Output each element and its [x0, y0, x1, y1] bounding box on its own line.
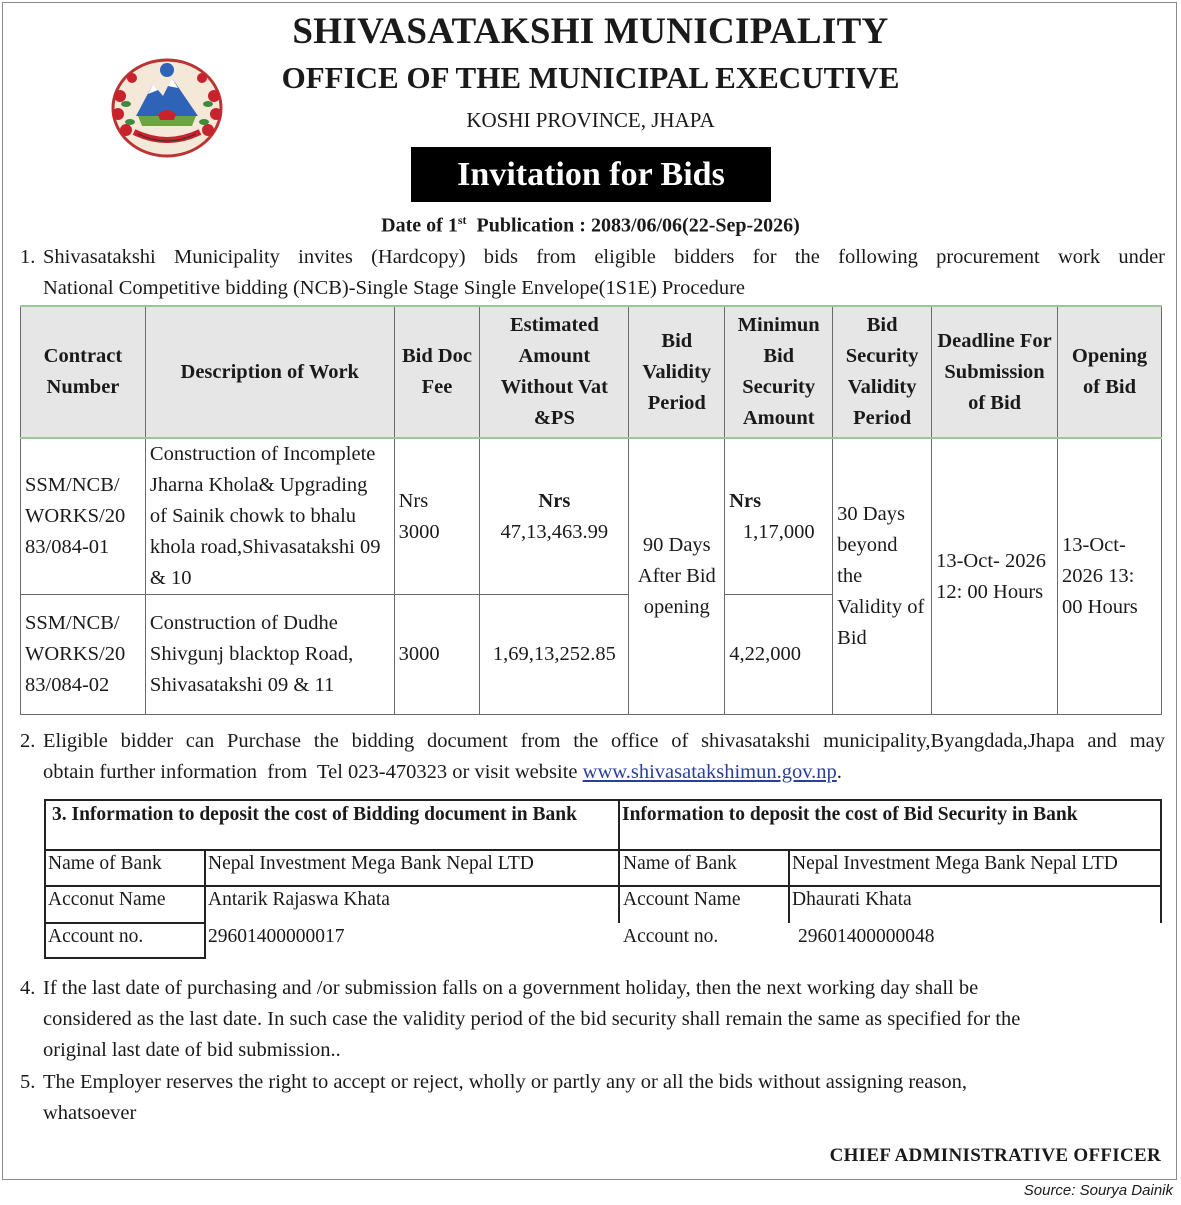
location-line: KOSHI PROVINCE, JHAPA [466, 108, 715, 132]
paragraph-4: 4. If the last date of purchasing and /or submission falls on a government holiday, then the next working day shall be considered as the last date. In such case the validity period of the bid security shall remain the same as specified for the original last date of bid submission.. [20, 977, 1021, 1061]
header-min-bid-security: Minimun Bid Security Amount [725, 306, 833, 438]
bid-doc-fee-cell: Nrs 3000 [394, 438, 480, 595]
description-cell: Construction of Incomplete Jharna Khola& Upgrading of Sainik chowk to bhalu khola road,Shivasatakshi 09 & 10 [145, 438, 394, 595]
left-bank-label: Name of Bank [48, 853, 162, 874]
header-bid-doc-fee: Bid Doc Fee [394, 306, 480, 438]
source-credit: Source: Sourya Dainik [1023, 1182, 1173, 1199]
deadline-cell: 13-Oct- 2026 12: 00 Hours [932, 438, 1058, 715]
office-title: OFFICE OF THE MUNICIPAL EXECUTIVE [281, 60, 900, 95]
bid-security-cell: 4,22,000 [725, 595, 833, 715]
bid-doc-fee-cell: 3000 [394, 595, 480, 715]
header-security-validity: Bid Security Validity Period [833, 306, 932, 438]
right-account-label: Account no. [623, 926, 719, 947]
table-header-row [21, 306, 1162, 438]
paragraph-1: 1. Shivasatakshi Municipality invites (Hardcopy) bids from eligible bidders for the following procurement work under National Competitive bidding (NCB)-Single Stage Single Envelope(1S1E) Procedure [20, 246, 1165, 299]
header-opening: Opening of Bid [1058, 306, 1162, 438]
header-deadline: Deadline For Submission of Bid [932, 306, 1058, 438]
signature-title: CHIEF ADMINISTRATIVE OFFICER [829, 1145, 1161, 1166]
bid-table [20, 305, 1162, 715]
bank-right-title: Information to deposit the cost of Bid Security in Bank [622, 804, 1078, 825]
estimated-amount-cell: Nrs 47,13,463.99 [480, 438, 629, 595]
paragraph-2: 2. Eligible bidder can Purchase the bidding document from the office of shivasatakshi municipality,Byangdada,Jhapa and may obtain further information from Tel 023-470323 or visit website www.shivasatakshimun.gov.np. [20, 730, 1165, 783]
header-estimated-amount: Estimated Amount Without Vat &PS [480, 306, 629, 438]
left-account-value: 29601400000017 [208, 926, 345, 947]
contract-number-cell: SSM/NCB/ WORKS/20 83/084-01 [21, 438, 146, 595]
left-name-label: Acconut Name [48, 889, 166, 910]
table-row [21, 438, 1162, 595]
right-name-label: Account Name [623, 889, 741, 910]
security-validity-cell: 30 Days beyond the Validity of Bid [833, 438, 932, 715]
bid-validity-cell: 90 Days After Bid opening [629, 438, 725, 715]
description-cell: Construction of Dudhe Shivgunj blacktop Road, Shivasatakshi 09 & 11 [145, 595, 394, 715]
right-account-value: 29601400000048 [798, 926, 935, 947]
header-bid-validity: Bid Validity Period [629, 306, 725, 438]
header-contract-number: Contract Number [21, 306, 146, 438]
invitation-banner: Invitation for Bids [411, 147, 771, 202]
paragraph-5: 5. The Employer reserves the right to accept or reject, wholly or partly any or all the bids without assigning reason, whatsoever [20, 1071, 967, 1124]
publication-date: Date of 1st Publication : 2083/06/06(22-Sep-2026) [381, 213, 800, 237]
bid-security-cell: Nrs 1,17,000 [725, 438, 833, 595]
right-name-value: Dhaurati Khata [792, 889, 912, 910]
website-link[interactable]: www.shivasatakshimun.gov.np [582, 761, 837, 783]
left-name-value: Antarik Rajaswa Khata [208, 889, 390, 910]
opening-cell: 13-Oct- 2026 13: 00 Hours [1058, 438, 1162, 715]
municipality-title: SHIVASATAKSHI MUNICIPALITY [292, 11, 889, 52]
header-description: Description of Work [145, 306, 394, 438]
right-bank-value: Nepal Investment Mega Bank Nepal LTD [792, 853, 1118, 874]
bank-info-table [44, 799, 1162, 959]
right-bank-label: Name of Bank [623, 853, 737, 874]
left-bank-value: Nepal Investment Mega Bank Nepal LTD [208, 853, 534, 874]
left-account-label: Account no. [48, 926, 144, 947]
estimated-amount-cell: 1,69,13,252.85 [480, 595, 629, 715]
bank-left-title: 3. Information to deposit the cost of Bidding document in Bank [52, 804, 577, 825]
contract-number-cell: SSM/NCB/ WORKS/20 83/084-02 [21, 595, 146, 715]
